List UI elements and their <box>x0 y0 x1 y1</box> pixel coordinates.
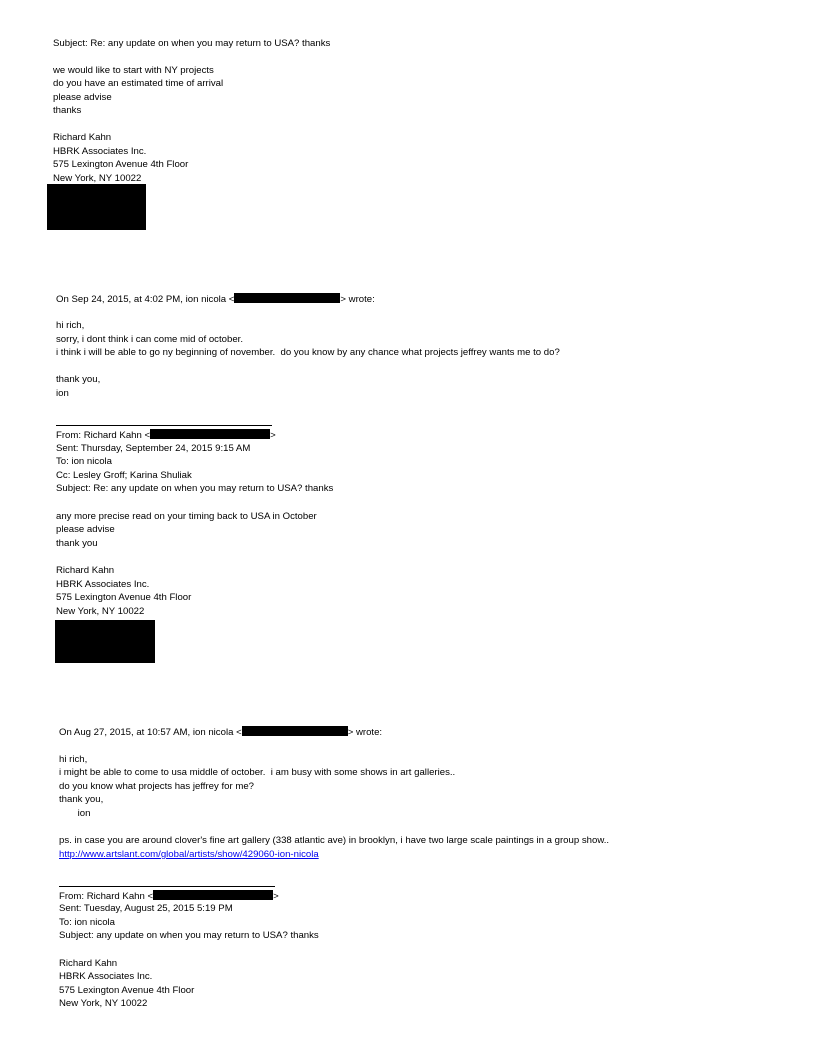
from-suffix: > <box>273 891 279 902</box>
header-from <box>59 890 279 903</box>
header-sent: Sent: Thursday, September 24, 2015 9:15 AM <box>56 443 251 454</box>
body-line: please advise <box>56 524 115 535</box>
from-prefix: From: Richard Kahn < <box>59 891 154 902</box>
from-suffix: > <box>270 430 276 441</box>
header-from <box>56 429 276 442</box>
redaction-bar <box>153 890 273 900</box>
signature-city: New York, NY 10022 <box>56 606 145 617</box>
signature-company: HBRK Associates Inc. <box>56 579 150 590</box>
artslant-link[interactable]: http://www.artslant.com/global/artists/show/429060-ion-nicola <box>59 849 319 860</box>
redaction-bar <box>234 293 340 303</box>
body-line: hi rich, <box>56 320 85 331</box>
signature-address: 575 Lexington Avenue 4th Floor <box>53 159 189 170</box>
signature-address: 575 Lexington Avenue 4th Floor <box>59 985 195 996</box>
body-line: do you have an estimated time of arrival <box>53 78 224 89</box>
signature-address: 575 Lexington Avenue 4th Floor <box>56 592 192 603</box>
signature-city: New York, NY 10022 <box>53 173 142 184</box>
signature-city: New York, NY 10022 <box>59 998 148 1009</box>
redaction-bar <box>242 726 348 736</box>
signature-name: Richard Kahn <box>59 958 118 969</box>
quote-header <box>59 726 382 739</box>
from-prefix: From: Richard Kahn < <box>56 430 151 441</box>
body-line: ion <box>56 388 69 399</box>
body-line: sorry, i dont think i can come mid of october. <box>56 334 243 345</box>
body-line: hi rich, <box>59 754 88 765</box>
header-subject: Subject: any update on when you may return to USA? thanks <box>59 930 319 941</box>
body-line: any more precise read on your timing back to USA in October <box>56 511 317 522</box>
separator-line <box>56 425 272 426</box>
body-line: we would like to start with NY projects <box>53 65 214 76</box>
header-to: To: ion nicola <box>59 917 115 928</box>
quote-header-suffix: > wrote: <box>347 727 383 738</box>
body-line: do you know what projects has jeffrey for me? <box>59 781 254 792</box>
quote-header-suffix: > wrote: <box>340 294 375 305</box>
header-cc: Cc: Lesley Groff; Karina Shuliak <box>56 470 192 481</box>
signature-name: Richard Kahn <box>56 565 115 576</box>
redaction-block <box>55 620 155 663</box>
body-line: please advise <box>53 92 112 103</box>
body-line: thank you, <box>59 794 104 805</box>
signature-company: HBRK Associates Inc. <box>53 146 147 157</box>
body-line: thank you, <box>56 374 101 385</box>
header-subject: Subject: Re: any update on when you may return to USA? thanks <box>56 483 334 494</box>
separator-line <box>59 886 275 887</box>
body-line: ion <box>59 808 91 819</box>
quote-header-prefix: On Sep 24, 2015, at 4:02 PM, ion nicola < <box>56 294 235 305</box>
header-to: To: ion nicola <box>56 456 112 467</box>
ps-line: ps. in case you are around clover's fine art gallery (338 atlantic ave) in brooklyn, i have two large scale paintings in a group show.. <box>59 835 610 846</box>
signature-company: HBRK Associates Inc. <box>59 971 153 982</box>
redaction-bar <box>150 429 270 439</box>
email-subject: Subject: Re: any update on when you may return to USA? thanks <box>53 38 331 49</box>
body-line: i might be able to come to usa middle of october. i am busy with some shows in art galleries.. <box>59 767 456 778</box>
signature-name: Richard Kahn <box>53 132 112 143</box>
quote-header <box>56 293 375 306</box>
redaction-block <box>47 184 146 230</box>
body-line: thanks <box>53 105 82 116</box>
quote-header-prefix: On Aug 27, 2015, at 10:57 AM, ion nicola < <box>59 727 242 738</box>
body-line: i think i will be able to go ny beginning of november. do you know by any chance what projects jeffrey wants me to do? <box>56 347 560 358</box>
header-sent: Sent: Tuesday, August 25, 2015 5:19 PM <box>59 903 233 914</box>
body-line: thank you <box>56 538 98 549</box>
